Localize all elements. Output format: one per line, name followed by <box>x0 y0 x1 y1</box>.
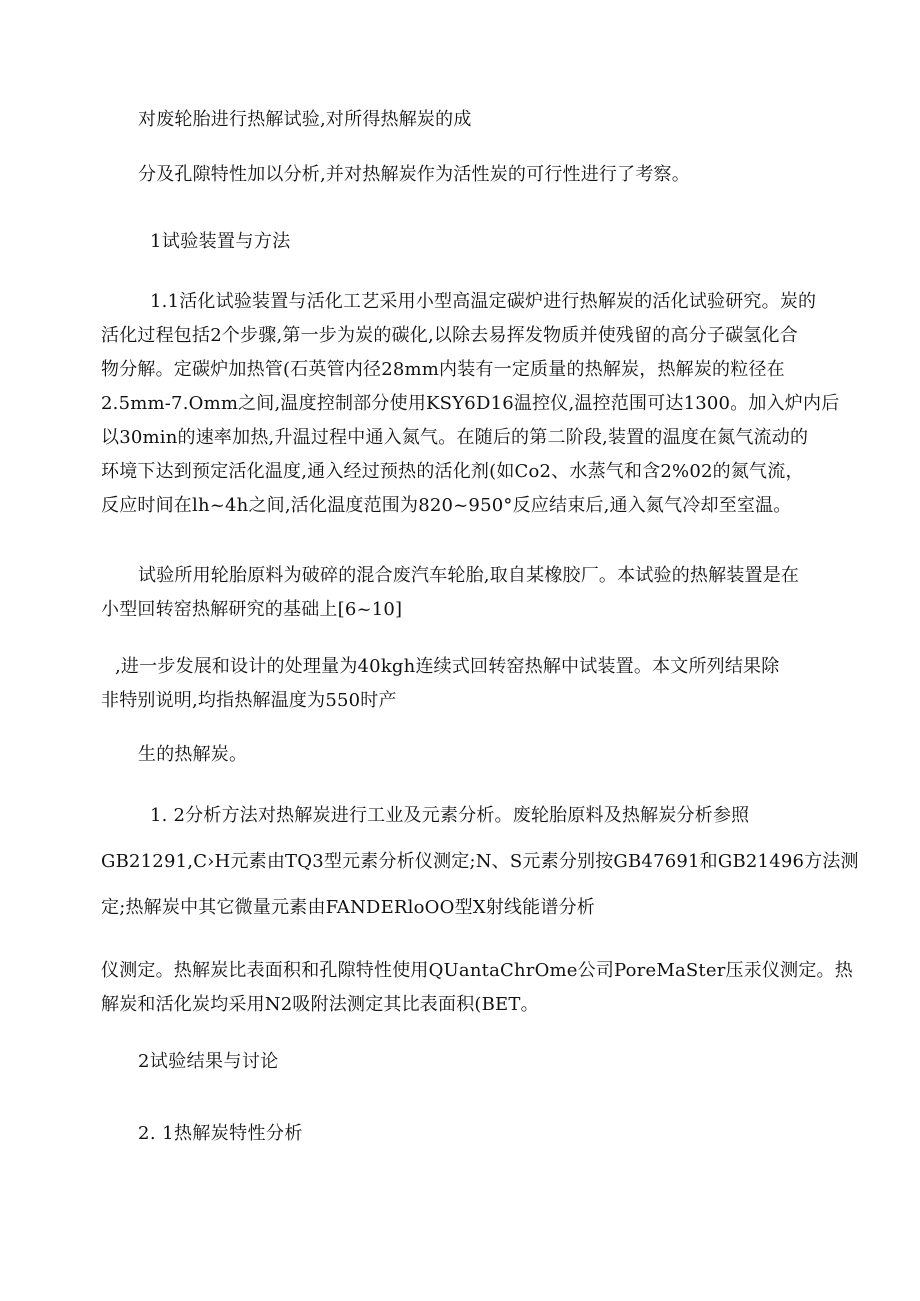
text-line-1-1-g: 反应时间在lh~4h之间,活化温度范围为820~950°反应结束后,通入氮气冷却至室温。 <box>101 495 792 516</box>
text-line-1-1-d: 2.5mm-7.Omm之间,温度控制部分使用KSY6D16温控仪,温控范围可达1300。加入炉内后 <box>101 393 840 414</box>
section-heading-1: 1试验装置与方法 <box>150 231 291 252</box>
text-line-1-1-a: 1.1活化试验装置与活化工艺采用小型高温定碳炉进行热解炭的活化试验研究。炭的 <box>150 291 817 312</box>
text-line-material-d: 非特别说明,均指热解温度为550时产 <box>101 690 397 711</box>
text-line-material-b: 小型回转窑热解研究的基础上[6~10] <box>101 599 403 620</box>
text-line-1-2-c: 定;热解炭中其它微量元素由FANDERloOO型X射线能谱分析 <box>101 897 595 918</box>
text-line-1-2-e: 解炭和活化炭均采用N2吸附法测定其比表面积(BET。 <box>101 994 539 1015</box>
text-line-intro-2: 分及孔隙特性加以分析,并对热解炭作为活性炭的可行性进行了考察。 <box>138 164 690 185</box>
text-line-1-1-c: 物分解。定碳炉加热管(石英管内径28mm内装有一定质量的热解炭，热解炭的粒径在 <box>101 359 785 380</box>
text-line-material-c: ,进一步发展和设计的处理量为40kgh连续式回转窑热解中试装置。本文所列结果除 <box>115 656 780 677</box>
text-line-material-a: 试验所用轮胎原料为破碎的混合废汽车轮胎,取自某橡胶厂。本试验的热解装置是在 <box>138 565 800 586</box>
text-line-material-e: 生的热解炭。 <box>138 744 248 765</box>
text-line-1-1-e: 以30min的速率加热,升温过程中通入氮气。在随后的第二阶段,装置的温度在氮气流动的 <box>101 427 809 448</box>
text-line-intro-1: 对废轮胎进行热解试验,对所得热解炭的成 <box>138 109 472 130</box>
text-line-1-2-b: GB21291,C›H元素由TQ3型元素分析仪测定;N、S元素分别按GB47691和GB21496方法测 <box>101 851 859 872</box>
subsection-heading-2-1: 2. 1热解炭特性分析 <box>138 1123 303 1144</box>
text-line-1-2-d: 仪测定。热解炭比表面积和孔隙特性使用QUantaChrOme公司PoreMaSter压汞仪测定。热 <box>101 960 853 981</box>
text-line-1-2-a: 1. 2分析方法对热解炭进行工业及元素分析。废轮胎原料及热解炭分析参照 <box>150 805 750 826</box>
text-line-1-1-b: 活化过程包括2个步骤,第一步为炭的碳化,以除去易挥发物质并使残留的高分子碳氢化合 <box>101 325 798 346</box>
text-line-1-1-f: 环境下达到预定活化温度,通入经过预热的活化剂(如Co2、水蒸气和含2%02的氮气流， <box>101 461 804 482</box>
section-heading-2: 2试验结果与讨论 <box>138 1051 279 1072</box>
